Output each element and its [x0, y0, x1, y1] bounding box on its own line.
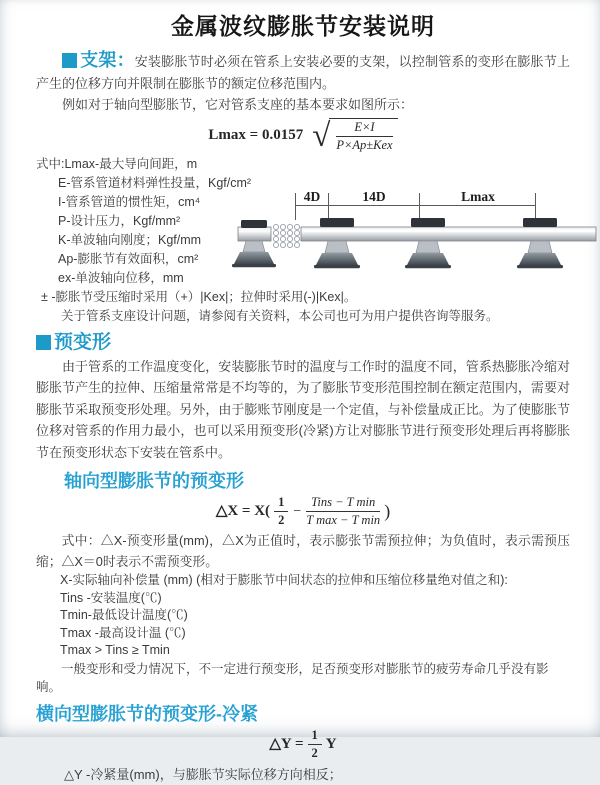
- support-section-label: 支架：: [80, 50, 135, 70]
- axial-general-note: 一般变形和受力情况下，不一定进行预变形，足否预变形对膨胀节的疲劳寿命几乎没有影响。: [36, 661, 549, 694]
- formula-dy-prefix: △Y =: [269, 736, 304, 753]
- predeform-body-paragraph: 由于管系的工作温度变化，安装膨胀节时的温度与工作时的温度不同，管系热膨胀冷缩对膨胀节产生的拉伸、压缩量常常是不均等的，为了膨胀节变形范围控制在额定范围内，需要对膨胀节采取预变形处理。另外，由于膨账节刚度是一个定值，与补偿量成正比。为了使膨胀节位移对管系的作用力最小，也可以采用预变形(冷紧)方让对膨胀节进行预变形处理后再将膨胀节在预变形状态下安装在管系中。: [36, 358, 570, 460]
- term-line: X-实际轴向补偿量 (mm) (相对于膨胀节中间状态的拉伸和压缩位移量绝对值之和):: [60, 573, 508, 587]
- lateral-note: △Y -冷紧量(mm)，与膨胀节实际位移方向相反；: [64, 766, 342, 782]
- section-square-icon: [36, 335, 51, 350]
- formula-lmax-numerator: E×I: [336, 120, 392, 137]
- dim-label-14d: 14D: [362, 189, 386, 204]
- term-line: Tmin-最低设计温度(℃): [60, 608, 188, 623]
- term-line: Tmax > Tins ≥ Tmin: [60, 643, 170, 658]
- definition-line: K-单波轴向刚度；Kgf/mm: [58, 232, 202, 247]
- support-example-paragraph: 例如对于轴向型膨胀节，它对管系支座的基本要求如图所示：: [62, 97, 414, 112]
- bellows: [273, 224, 299, 247]
- saddle-support: [314, 218, 360, 268]
- dimension-line: [295, 193, 536, 220]
- formula-lmax-fraction: [336, 120, 392, 153]
- axial-predeform-formula: [36, 495, 570, 528]
- formula-dx-minus: −: [293, 503, 302, 519]
- service-note: 关于管系支座设计问题，请参阅有关资料，本公司也可为用户提供咨询等服务。: [61, 308, 499, 323]
- predeform-section-label: 预变形: [54, 331, 112, 353]
- definition-line: P-设计压力，Kgf/mm²: [58, 213, 181, 228]
- formula-lmax-prefix: Lmax = 0.0157: [208, 126, 304, 143]
- half-denominator: 2: [278, 513, 285, 527]
- dy-numerator: 1: [308, 728, 322, 745]
- definition-line: Ap-膨胀节有效面积，cm²: [58, 251, 199, 266]
- formula-dx-suffix: ): [384, 501, 391, 521]
- formula-dy-suffix: Y: [325, 736, 337, 753]
- formula-lmax-radicand: [329, 118, 397, 153]
- term-line: Tmax -最高设计温 (℃): [60, 625, 186, 640]
- temp-denominator: T max − T min: [306, 513, 381, 527]
- section-square-icon: [62, 53, 77, 68]
- support-requirement-diagram: [238, 186, 596, 278]
- support-intro-text: 安装膨胀节时必须在管系上安装必要的支架，以控制管系的变形在膨胀节上产生的位移方向并限制在膨胀节的额定位移范围内。: [36, 54, 570, 91]
- pipe-stub: [238, 227, 271, 241]
- formula-lmax-denominator: P×Ap±Kex: [336, 137, 393, 152]
- axial-subheading: 轴向型膨胀节的预变形: [64, 471, 244, 491]
- guide-spacing-formula: Lmax = 0.0157 √ $\frac{E\times I}{\text{P×Ap±Kex}}$: [36, 118, 570, 153]
- formula-dx-half-fraction: [274, 495, 288, 528]
- support-intro-paragraph: [36, 50, 570, 94]
- dimension-labels: [304, 189, 495, 204]
- dy-denominator: 2: [311, 745, 318, 760]
- dim-label-4d: 4D: [303, 189, 321, 204]
- lateral-predeform-formula: [36, 728, 570, 761]
- axial-explain-paragraph: 式中：△X-预变形量(mm)，△X为正值时，表示膨张节需预拉伸；为负值时，表示需预压缩；△X＝0时表示不需预变形。: [36, 533, 570, 569]
- definition-line: E-管系管道材料弹性投量，Kgf/cm²: [58, 175, 252, 190]
- formula-dx-temp-fraction: [306, 495, 380, 528]
- predeform-section-heading: [36, 330, 570, 356]
- definition-line: I-管系管道的惯性矩，cm⁴: [58, 194, 201, 209]
- temp-numerator: Tins − T min: [306, 495, 380, 512]
- page-title: 金属波纹膨胀节安装说明: [171, 13, 435, 39]
- plus-minus-note: ± -膨胀节受压缩时采用（+）|Kex|；拉伸时采用(-)|Kex|。: [41, 289, 357, 304]
- formula-dx-prefix: △X = X(: [215, 503, 271, 520]
- term-line: Tins -安装温度(℃): [60, 590, 162, 605]
- pipe-highlight: [302, 230, 595, 233]
- formula-dy-half-fraction: [308, 728, 322, 761]
- definition-line: 式中:Lmax-最大导向间距，m: [36, 156, 198, 171]
- pipe: [301, 227, 596, 241]
- half-numerator: 1: [274, 495, 288, 512]
- lateral-subheading: 横向型膨胀节的预变形-冷紧: [36, 703, 258, 724]
- saddle-support: [517, 218, 563, 268]
- saddle-support: [405, 218, 451, 268]
- axial-term-definitions: [36, 572, 570, 660]
- definition-line: ex-单波轴向位移，mm: [58, 270, 184, 285]
- dim-label-lmax: Lmax: [461, 189, 495, 204]
